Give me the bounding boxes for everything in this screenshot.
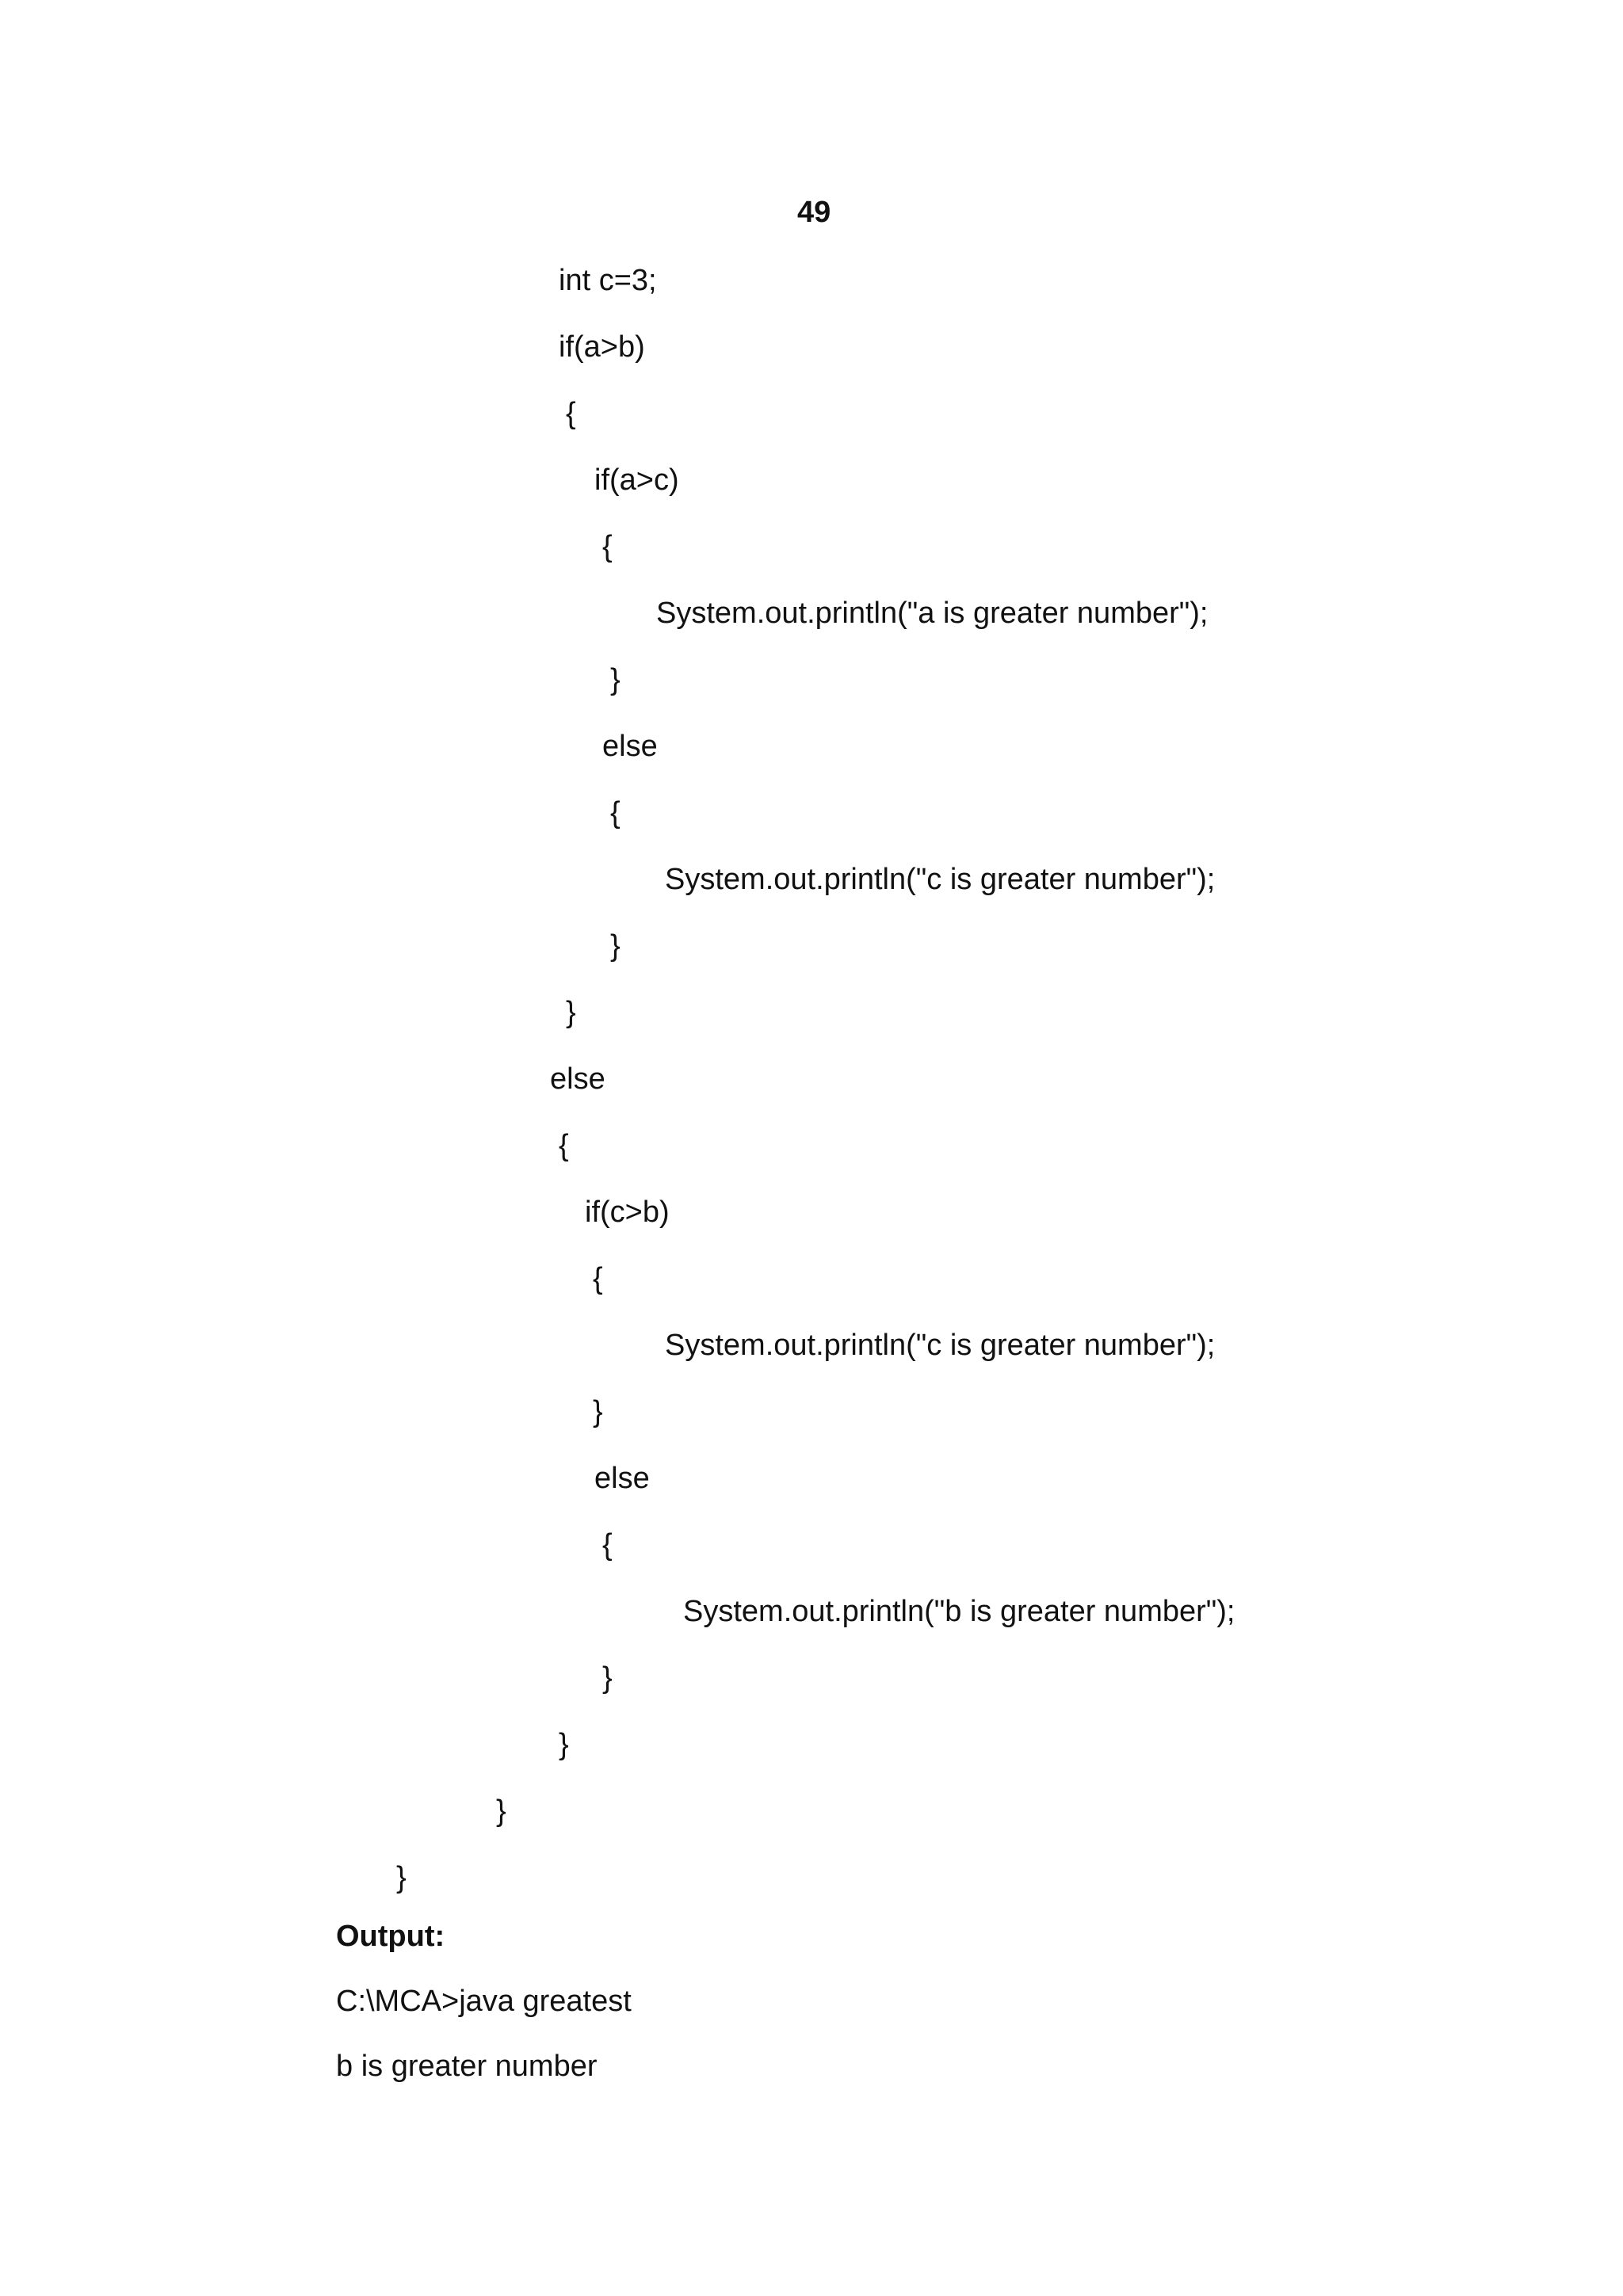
code-line: int c=3; (559, 264, 657, 297)
code-line: { (566, 397, 576, 430)
code-line: System.out.println("c is greater number"); (665, 1329, 1216, 1362)
code-line: { (602, 1528, 613, 1562)
code-line: { (593, 1262, 603, 1295)
page-number: 49 (797, 196, 831, 229)
output-heading: Output: (336, 1920, 445, 1953)
code-line: else (550, 1062, 605, 1096)
code-line: System.out.println("a is greater number"); (656, 597, 1209, 630)
code-line: } (396, 1861, 407, 1894)
code-line: { (610, 796, 621, 830)
code-line: if(c>b) (585, 1196, 670, 1229)
code-line: } (602, 1661, 613, 1695)
code-line: { (559, 1129, 569, 1162)
output-line: b is greater number (336, 2050, 598, 2083)
output-line: C:\MCA>java greatest (336, 1985, 632, 2018)
code-line: else (594, 1462, 650, 1495)
code-line: System.out.println("c is greater number"); (665, 863, 1216, 896)
code-line: } (610, 929, 621, 963)
code-line: } (559, 1728, 569, 1761)
code-line: System.out.println("b is greater number"); (683, 1595, 1235, 1628)
code-line: { (602, 530, 613, 563)
code-line: } (593, 1395, 603, 1428)
code-line: if(a>b) (559, 330, 645, 364)
code-line: else (602, 730, 658, 763)
code-line: if(a>c) (594, 463, 679, 497)
code-line: } (566, 996, 576, 1029)
code-line: } (496, 1794, 506, 1828)
code-line: } (610, 663, 621, 696)
